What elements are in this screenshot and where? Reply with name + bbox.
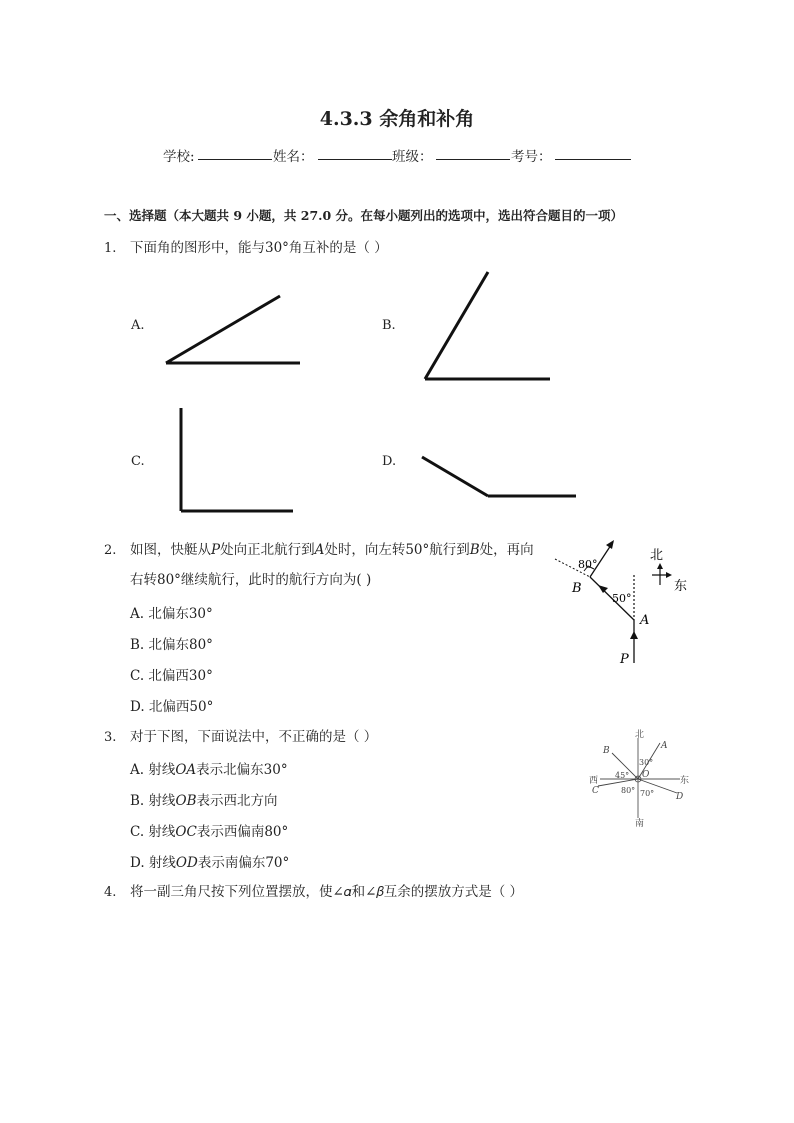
q2-figure [550, 535, 700, 670]
field-school-blank[interactable] [198, 145, 272, 160]
question-3-number: 3. [104, 730, 117, 745]
q3-label-south: 南 [635, 819, 645, 828]
q2-arrow-ab [598, 585, 608, 593]
field-class-label: 班级： [392, 149, 433, 165]
field-examno-label: 考号： [511, 149, 552, 165]
question-2-number: 2. [104, 543, 117, 558]
field-name-label: 姓名： [273, 149, 314, 165]
q1-option-c-label[interactable]: C. [131, 454, 145, 469]
q2-option-b[interactable]: B. 北偏东80° [130, 637, 213, 653]
q1-option-d-label[interactable]: D. [382, 454, 397, 469]
question-2-text-line1: 如图，快艇从𝑃处向正北航行到𝐴处时，向左转50°航行到𝐵处，再向 [130, 542, 534, 558]
question-3-text: 对于下图，下面说法中，不正确的是（ ） [130, 729, 378, 745]
q3-option-c[interactable]: C. 射线𝑂𝐶表示西偏南80° [130, 824, 289, 840]
q2-arrow-b-onward [606, 540, 614, 549]
q2-option-d[interactable]: D. 北偏西50° [130, 699, 214, 715]
q3-option-b[interactable]: B. 射线𝑂𝐵表示西北方向 [130, 793, 278, 809]
field-class-blank[interactable] [436, 145, 510, 160]
page-title: 4.3.3 余角和补角 [319, 108, 475, 130]
q3-figure [585, 728, 695, 828]
q2-angle-50: 50° [612, 592, 632, 605]
q3-angle-80: 80° [621, 786, 636, 795]
q3-label-a: A [661, 741, 668, 751]
question-4-text: 将一副三角尺按下列位置摆放，使∠𝛼和∠𝛽互余的摆放方式是（ ） [130, 884, 524, 900]
q3-option-a[interactable]: A. 射线𝑂𝐴表示北偏东30° [130, 762, 288, 778]
q2-compass-north-label: 北 [650, 548, 664, 563]
q3-label-c: C [592, 786, 599, 796]
q2-angle-80: 80° [578, 558, 598, 571]
q3-label-north: 北 [635, 730, 645, 740]
field-name-blank[interactable] [318, 145, 392, 160]
q1-option-d-figure [418, 452, 580, 502]
q2-compass-east-arrow [666, 572, 672, 578]
q1-option-a-label[interactable]: A. [131, 318, 145, 333]
q2-compass-north-arrow [657, 563, 663, 569]
q3-angle-30: 30° [639, 758, 654, 767]
q1-option-b-figure [420, 268, 555, 384]
q3-label-b: B [603, 746, 610, 756]
question-1-number: 1. [104, 241, 117, 256]
question-2-text-line2: 右转80°继续航行，此时的航行方向为( ) [130, 572, 372, 588]
q2-point-a: A [640, 613, 650, 628]
q2-point-p: P [620, 652, 629, 667]
q3-angle-70: 70° [640, 789, 655, 798]
q3-angle-45: 45° [615, 771, 630, 780]
q3-label-west: 西 [589, 776, 599, 786]
q2-option-c[interactable]: C. 北偏西30° [130, 668, 213, 684]
q1-option-c-figure [175, 405, 300, 517]
section-heading: 一、选择题（本大题共 9 小题，共 27.0 分。在每小题列出的选项中，选出符合题目的一项） [104, 208, 624, 223]
field-examno-blank[interactable] [555, 145, 631, 160]
field-school-label: 学校: [163, 149, 195, 165]
q3-label-o: O [642, 770, 650, 780]
q1-option-a-figure [160, 290, 305, 370]
q2-option-a[interactable]: A. 北偏东30° [130, 606, 213, 622]
q1-option-b-label[interactable]: B. [382, 318, 396, 333]
q3-ray-oc [598, 779, 638, 786]
q3-label-d: D [676, 792, 684, 802]
q3-label-east: 东 [680, 776, 690, 786]
question-1-text: 下面角的图形中，能与30°角互补的是（ ） [130, 240, 388, 256]
q2-arrow-pa [630, 631, 638, 639]
question-4-number: 4. [104, 885, 117, 900]
q3-option-d[interactable]: D. 射线𝑂𝐷表示南偏东70° [130, 855, 290, 871]
q2-compass-east-label: 东 [674, 579, 688, 594]
q2-point-b: B [572, 581, 582, 596]
